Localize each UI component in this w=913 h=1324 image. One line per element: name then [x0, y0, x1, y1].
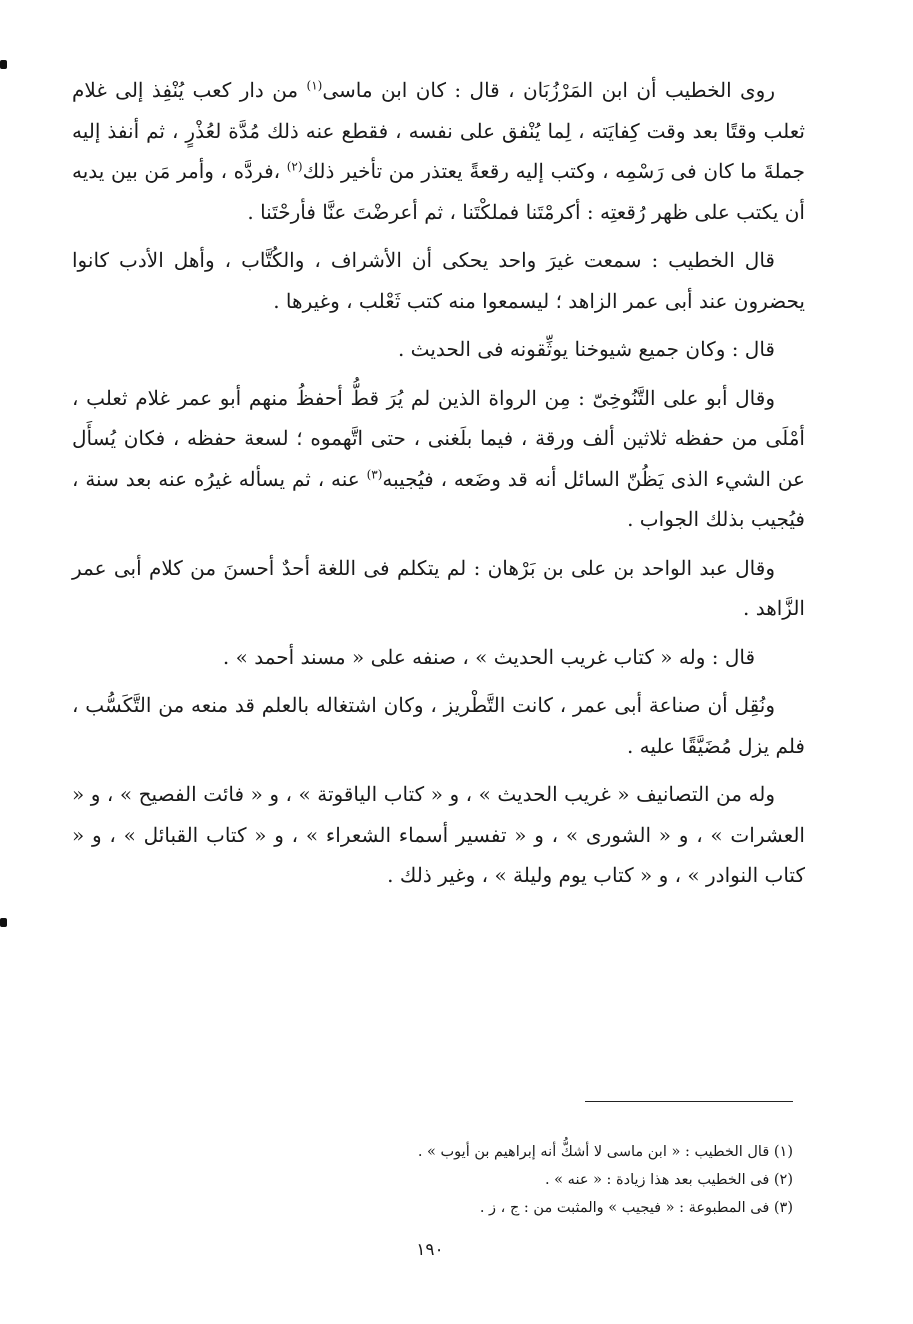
- paragraph: [72, 685, 805, 766]
- paragraph: [72, 329, 805, 370]
- text-run: قال الخطيب : سمعت غيرَ واحد يحكى أن الأشراف ، والكُتَّاب ، وأهل الأدب كانوا يحضرون عند أبى عمر الزاهد ؛ ليسمعوا منه كتب ثَعْلب ، وغيرها .: [72, 248, 805, 313]
- page-number: ١٩٠: [416, 1240, 444, 1260]
- footnote: (٣) فى المطبوعة : « فيجيب » والمثبت من : ج ، ز .: [479, 1200, 793, 1216]
- main-text-block: [72, 70, 805, 896]
- footnote-ref: (٢): [286, 159, 303, 174]
- scan-edge-mark: [0, 60, 7, 69]
- text-run: روى الخطيب أن ابن المَرْزُبَان ، قال : كان ابن ماسى: [322, 78, 775, 102]
- paragraph: [72, 637, 805, 678]
- text-run: وقال عبد الواحد بن على بن بَرْهان : لم يتكلم فى اللغة أحدٌ أحسنَ من كلام أبى عمر الزَّاهد .: [72, 555, 805, 620]
- text-run: وله من التصانيف « غريب الحديث » ، و « كتاب الياقوتة » ، و « فائت الفصيح » ، و « العشرات » ، و « الشورى » ، و « تفسير أسماء الشعراء » ، و « كتاب القبائل » ، و « كتاب النوادر » ، و « كتاب يوم وليلة » ، وغير ذلك .: [72, 782, 805, 887]
- text-run: وقال أبو على التَّنُوخِىّ : مِن الرواة الذين لم يُرَ قطُّ أحفظُ منهم أبو عمر غلام ثعلب ، أمْلَى من حفظه ثلاثين ألف ورقة ، فيما بلَغنى ، حتى اتَّهموه ؛ لسعة حفظه ، فكان يُسأَل عن الشيء الذى يَظُنّ السائل أنه قد وضَعه ، فيُجيبه: [72, 385, 805, 491]
- footnote: (٢) فى الخطيب بعد هذا زيادة : « عنه » .: [544, 1172, 793, 1188]
- text-run: ،فردَّه ، وأمر مَن بين يديه أن يكتب على ظهر رُقعتِه : أكرمْتَنا فملكْتَنا ، ثم أعرضْتَ عنَّا فأرحْتَنا .: [72, 159, 805, 224]
- text-run: من دار كعب يُنْفِذ إلى غلام ثعلب وقتًا بعد وقت كِفايَته ، لِما يُنْفق على نفسه ، فقطع عنه ذلك مُدَّة لعُذْرٍ ، ثم أنفذ إليه جملةَ ما كان فى رَسْمِه ، وكتب إليه رقعةً يعتذر من تأخير ذلك: [72, 78, 805, 183]
- paragraph: [72, 774, 805, 896]
- scan-edge-mark: [0, 918, 7, 927]
- text-run: قال : وكان جميع شيوخنا يوثِّقونه فى الحديث .: [397, 337, 775, 361]
- text-run: عنه ، ثم يسأله غيرُه عنه بعد سنة ، فيُجيب بذلك الجواب .: [72, 466, 805, 531]
- paragraph: [72, 378, 805, 540]
- text-run: ونُقِل أن صناعة أبى عمر ، كانت التَّطْريز ، وكان اشتغاله بالعلم قد منعه من التَّكَسُّب ، فلم يزل مُضَيَّقًا عليه .: [72, 693, 805, 758]
- paragraph: [72, 548, 805, 629]
- paragraph: [72, 240, 805, 321]
- footnote: (١) قال الخطيب : « ابن ماسى لا أشكُّ أنه إبراهيم بن أيوب » .: [417, 1144, 793, 1160]
- footnote-separator: [585, 1101, 793, 1102]
- footnote-ref: (١): [306, 78, 323, 93]
- paragraph: [72, 70, 805, 232]
- text-run: قال : وله « كتاب غريب الحديث » ، صنفه على « مسند أحمد » .: [222, 644, 755, 669]
- footnote-ref: (٣): [366, 466, 383, 481]
- footnotes: [300, 1138, 793, 1222]
